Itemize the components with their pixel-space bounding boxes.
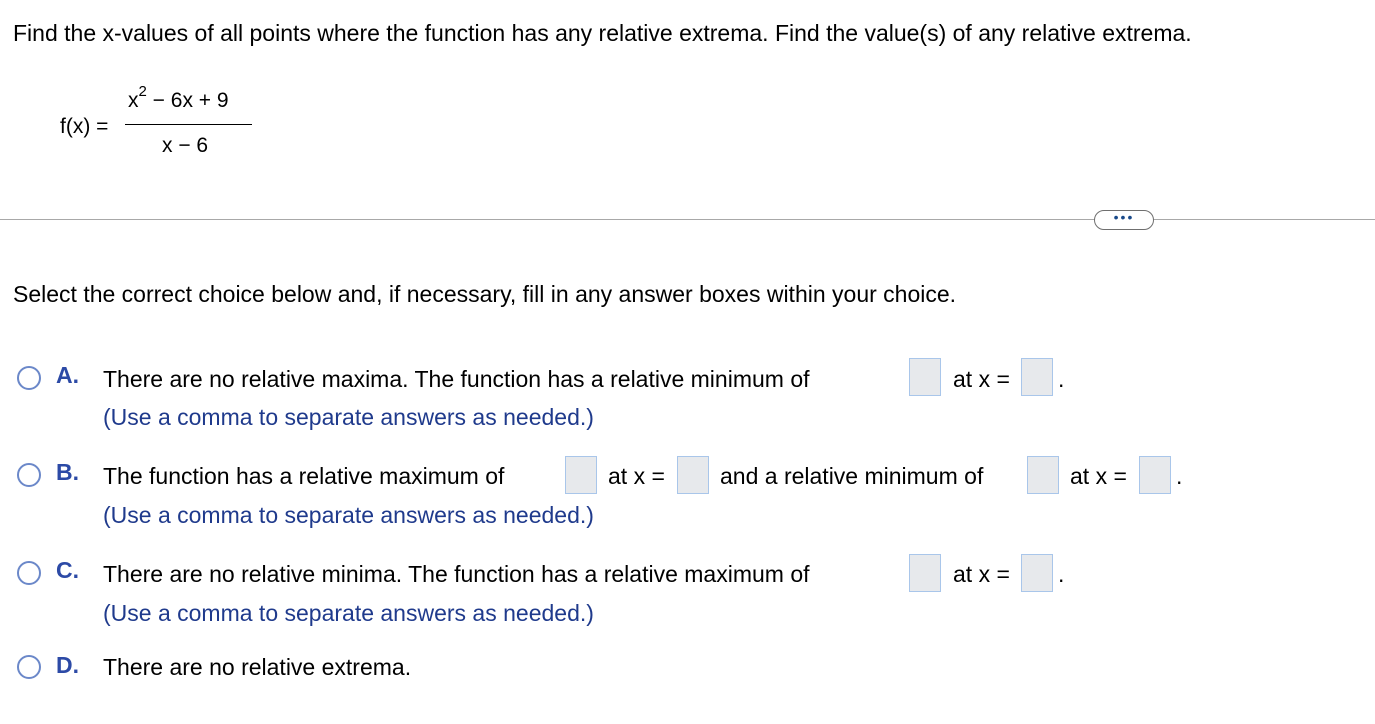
choice-a-period: . — [1058, 366, 1065, 392]
choice-d-letter: D. — [56, 652, 79, 678]
section-divider — [0, 219, 1375, 220]
choice-b-hint: (Use a comma to separate answers as needed.) — [103, 502, 594, 528]
choice-a-x-value-input[interactable] — [1021, 358, 1053, 396]
choice-b-at-x-label-2: at x = — [1070, 463, 1127, 489]
choice-d-radio[interactable] — [17, 655, 41, 679]
numerator-rest: − 6x + 9 — [146, 89, 229, 112]
choice-b-max-x-input[interactable] — [677, 456, 709, 494]
more-options-button[interactable] — [1094, 210, 1154, 230]
choice-d-text: There are no relative extrema. — [103, 654, 412, 680]
choice-a-text: There are no relative maxima. The function has a relative minimum of — [103, 366, 810, 392]
function-numerator — [128, 83, 229, 113]
choice-a-radio[interactable] — [17, 366, 41, 390]
numerator-exponent: 2 — [138, 83, 147, 100]
fraction-bar — [125, 124, 252, 125]
choice-b-radio[interactable] — [17, 463, 41, 487]
choice-b-min-value-input[interactable] — [1027, 456, 1059, 494]
choice-c-radio[interactable] — [17, 561, 41, 585]
numerator-base: x — [128, 89, 139, 112]
choice-a-at-x-label: at x = — [953, 366, 1010, 392]
choice-c-at-x-label: at x = — [953, 561, 1010, 587]
choice-b-min-x-input[interactable] — [1139, 456, 1171, 494]
question-text: Find the x-values of all points where the function has any relative extrema. Find the value(s) of any relative extrema. — [13, 20, 1192, 46]
function-label: f(x) = — [60, 115, 109, 138]
ellipsis-icon: ••• — [1113, 209, 1135, 225]
choice-a-letter: A. — [56, 362, 79, 388]
choice-c-text: There are no relative minima. The function has a relative maximum of — [103, 561, 810, 587]
choice-a-hint: (Use a comma to separate answers as needed.) — [103, 404, 594, 430]
choice-c-letter: C. — [56, 557, 79, 583]
choice-b-text: The function has a relative maximum of — [103, 463, 505, 489]
choice-b-at-x-label-1: at x = — [608, 463, 665, 489]
instruction-text: Select the correct choice below and, if necessary, fill in any answer boxes within your choice. — [13, 281, 957, 307]
choice-c-hint: (Use a comma to separate answers as needed.) — [103, 600, 594, 626]
choice-b-letter: B. — [56, 459, 79, 485]
choice-c-max-value-input[interactable] — [909, 554, 941, 592]
function-denominator: x − 6 — [162, 134, 209, 157]
choice-b-period: . — [1176, 463, 1183, 489]
choice-c-x-value-input[interactable] — [1021, 554, 1053, 592]
choice-c-period: . — [1058, 561, 1065, 587]
choice-b-max-value-input[interactable] — [565, 456, 597, 494]
choice-a-min-value-input[interactable] — [909, 358, 941, 396]
choice-b-and-min-label: and a relative minimum of — [720, 463, 984, 489]
